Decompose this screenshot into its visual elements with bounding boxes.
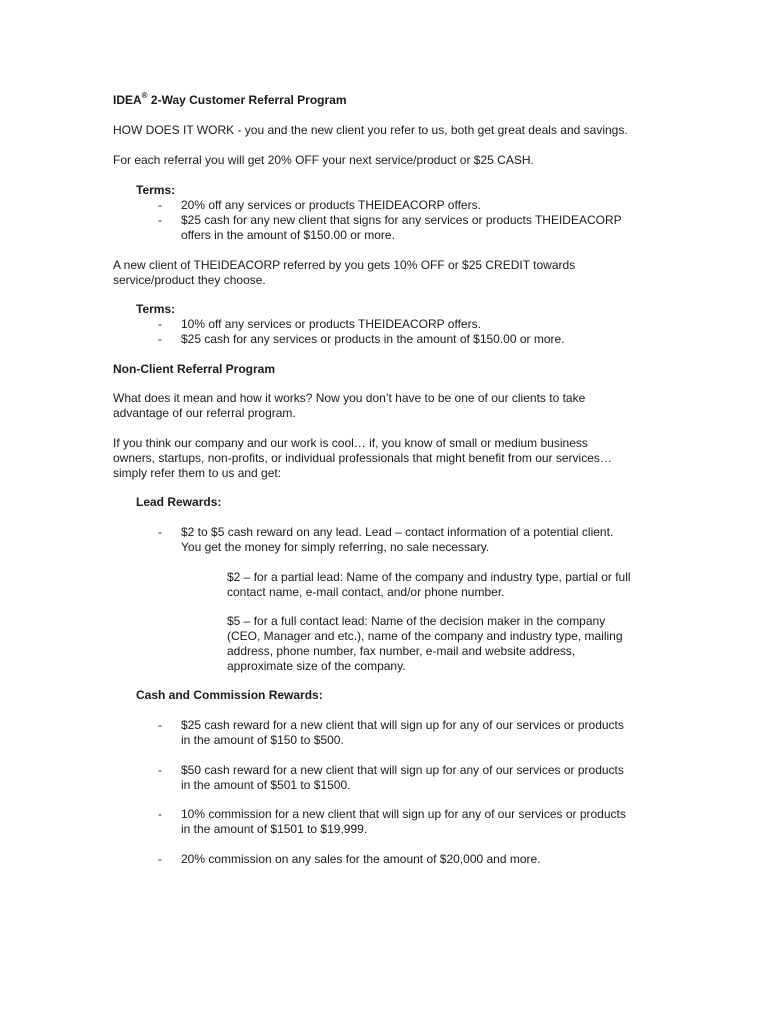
terms1-item2-line2: offers in the amount of $150.00 or more. (181, 228, 395, 242)
terms-heading: Terms: (136, 302, 176, 316)
new-client-paragraph-line1: A new client of THEIDEACORP referred by you gets 10% OFF or $25 CREDIT towards (113, 258, 576, 272)
lead-rewards-heading: Lead Rewards: (136, 495, 222, 509)
cash-item4: 20% commission on any sales for the amount of $20,000 and more. (181, 852, 541, 866)
terms1-item1: 20% off any services or products THEIDEACORP offers. (181, 198, 481, 212)
cash-item3-line2: in the amount of $1501 to $19,999. (181, 822, 368, 836)
full-lead-line3: address, phone number, fax number, e-mail and website address, (227, 644, 576, 658)
terms2-item1: 10% off any services or products THEIDEACORP offers. (181, 317, 481, 331)
lead-item-line2: You get the money for simply referring, no sale necessary. (181, 540, 490, 554)
terms-heading: Terms: (136, 183, 176, 197)
cash-item3-line1: 10% commission for a new client that will sign up for any of our services or products (181, 807, 626, 821)
each-referral-paragraph: For each referral you will get 20% OFF your next service/product or $25 CASH. (113, 153, 534, 167)
full-lead-line4: approximate size of the company. (227, 659, 406, 673)
non-client-heading: Non-Client Referral Program (113, 362, 276, 376)
partial-lead-line2: contact name, e-mail contact, and/or phone number. (227, 585, 505, 599)
terms1-item2-line1: $25 cash for any new client that signs for any services or products THEIDEACORP (181, 213, 622, 227)
terms2-item2: $25 cash for any services or products in the amount of $150.00 or more. (181, 332, 565, 346)
bullet-dash: - (158, 763, 162, 777)
cash-item2-line1: $50 cash reward for a new client that will sign up for any of our services or products (181, 763, 624, 777)
cash-item1-line2: in the amount of $150 to $500. (181, 733, 344, 747)
bullet-dash: - (158, 852, 162, 866)
if-paragraph-line2: owners, startups, non-profits, or individual professionals that might benefit from our services… (113, 451, 612, 465)
registered-mark: ® (141, 91, 148, 100)
if-paragraph-line3: simply refer them to us and get: (113, 466, 282, 480)
full-lead-line1: $5 – for a full contact lead: Name of the decision maker in the company (227, 614, 606, 628)
partial-lead-line1: $2 – for a partial lead: Name of the company and industry type, partial or full (227, 570, 631, 584)
how-it-works-paragraph: HOW DOES IT WORK - you and the new client you refer to us, both get great deals and savings. (113, 123, 628, 137)
bullet-dash: - (158, 807, 162, 821)
title-brand: IDEA (113, 93, 142, 107)
bullet-dash: - (158, 332, 162, 346)
cash-rewards-heading: Cash and Commission Rewards: (136, 688, 323, 702)
new-client-paragraph-line2: service/product they choose. (113, 273, 266, 287)
cash-item1-line1: $25 cash reward for a new client that will sign up for any of our services or products (181, 718, 624, 732)
cash-item2-line2: in the amount of $501 to $1500. (181, 778, 351, 792)
bullet-dash: - (158, 317, 162, 331)
bullet-dash: - (158, 213, 162, 227)
bullet-dash: - (158, 198, 162, 212)
bullet-dash: - (158, 718, 162, 732)
lead-item-line1: $2 to $5 cash reward on any lead. Lead – contact information of a potential client. (181, 525, 614, 539)
document-title (113, 93, 347, 108)
what-paragraph-line1: What does it mean and how it works? Now you don’t have to be one of our clients to take (113, 391, 586, 405)
full-lead-line2: (CEO, Manager and etc.), name of the company and industry type, mailing (227, 629, 623, 643)
if-paragraph-line1: If you think our company and our work is cool… if, you know of small or medium business (113, 436, 588, 450)
title-rest: 2-Way Customer Referral Program (147, 93, 347, 107)
bullet-dash: - (158, 525, 162, 539)
what-paragraph-line2: advantage of our referral program. (113, 406, 296, 420)
